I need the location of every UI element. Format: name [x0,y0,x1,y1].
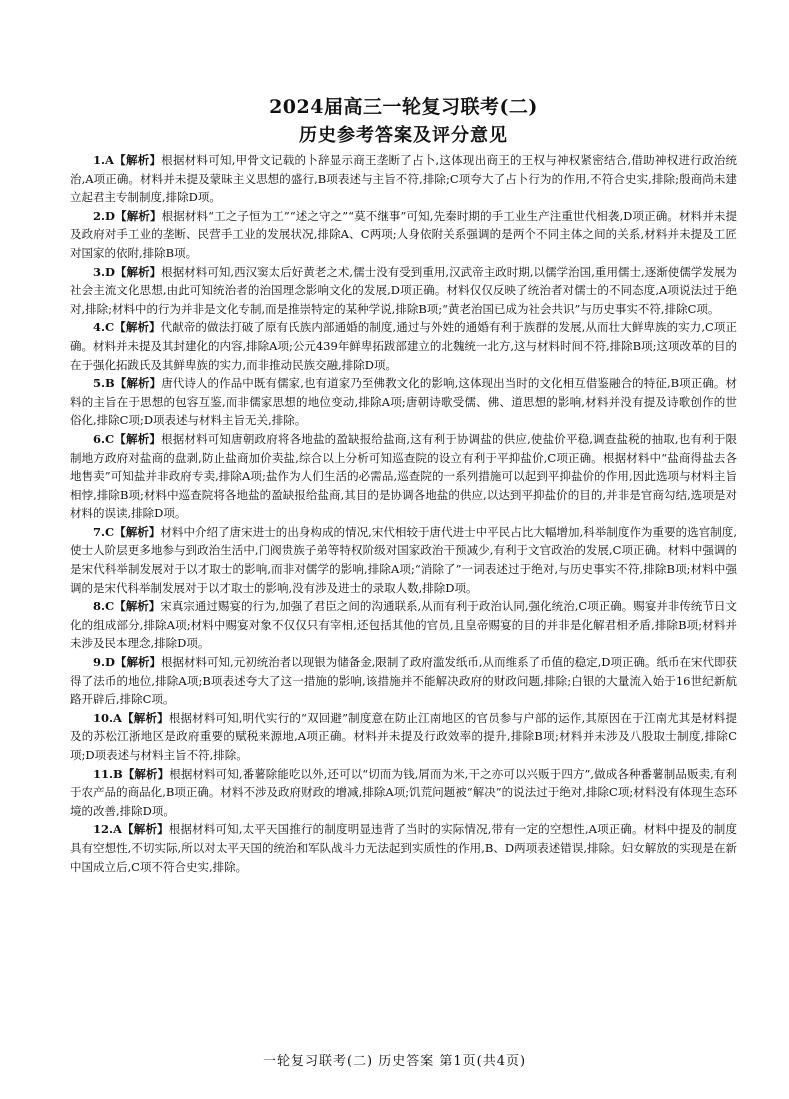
page-footer: 一轮复习联考(二) 历史答案 第1页(共4页) [262,1054,527,1069]
item-explanation: 根据材料可知唐朝政府将各地盐的盈缺报给盐商,这有利于协调盐的供应,使盐价平稳,调查盐税的抽取,也有利于限制地方政府对盐商的盘剥,防止盐商加价卖盐,综合以上分析可知巡查院的设立有利于平抑盐价,C项正确。根据材料中“盐商得盐去各地售卖”可知盐并非政府专卖,排除A项;盐作为人们生活的必需品,巡查院的一系列措施可以起到平抑盐价的作用,因此选项与材料主旨相悖,排除B项;材料中巡查院将各地盐的盈缺报给盐商,其目的是协调各地盐的供应,以达到平抑盐价的目的,并非是官商勾结,选项是对材料的误读,排除D项。 [70,431,738,521]
item-explanation: 根据材料可知,西汉窦太后好黄老之术,儒士没有受到重用,汉武帝主政时期,以儒学治国,重用儒士,逐渐使儒学发展为社会主流文化思想,由此可知统治者的治国理念影响文化的发展,D项正确。材料仅仅反映了统治者对儒士的不同态度,A项说法过于绝对,排除;材料中的行为并非是文化专制,而是推崇特定的某种学说,排除B项;“黄老治国已成为社会共识”与历史事实不符,排除C项。 [70,264,737,316]
item-number: 1. [93,153,106,167]
item-explanation: 代献帝的做法打破了原有氏族内部通婚的制度,通过与外姓的通婚有利于族群的发展,从而壮大鲜卑族的实力,C项正确。材料并未提及其封建化的内容,排除A项;公元439年鲜卑拓跋部建立的北魏统一北方,这与材料时间不符,排除B项;这项改革的目的在于强化拓跋氏及其鲜卑族的实力,而非推动民族交融,排除D项。 [70,320,738,372]
answer-item [70,765,737,821]
item-answer: D【解析】 [105,264,162,279]
item-number: 2. [93,208,106,223]
item-number: 4. [93,320,106,335]
item-explanation: 根据材料可知,明代实行的“双回避”制度意在防止江南地区的官员参与户部的运作,其原因在于江南尤其是材料提及的苏松江浙地区是政府重要的赋税来源地,A项正确。材料并未提及行政效率的提升,排除B项;材料并未涉及八股取士制度,排除C项;D项表述与材料主旨不符,排除。 [70,710,737,762]
item-number: 10. [93,710,114,725]
item-number: 5. [93,376,106,391]
item-answer: B【解析】 [113,766,170,781]
item-answer: A【解析】 [105,153,162,167]
answer-item [70,430,737,523]
answer-item [70,151,737,207]
answer-item [70,653,737,709]
item-number: 7. [93,524,106,539]
answer-item [70,820,737,876]
exam-title: 2024届高三一轮复习联考(二) [269,96,538,118]
answer-item [70,263,737,319]
item-answer: B【解析】 [105,376,162,391]
item-answer: A【解析】 [113,710,169,725]
item-answer: D【解析】 [105,655,162,670]
item-explanation: 根据材料可知,番薯除能吃以外,还可以“切而为钱,屑而为米,干之亦可以兴贩于四方”,做成各种番薯制品贩卖,有利于农产品的商品化,B项正确。材料不涉及政府财政的增减,排除A项;饥荒问题被“解决”的说法过于绝对,排除C项;材料没有体现生态环境的改善,排除D项。 [70,766,737,818]
answer-item [70,597,737,653]
item-number: 11. [93,766,114,781]
item-explanation: 根据材料可知,元初统治者以现银为储备金,限制了政府滥发纸币,从而维系了币值的稳定,D项正确。纸币在宋代即获得了法币的地位,排除A项;B项表述夸大了这一措施的影响,该措施并不能解决政府的财政问题,排除;白银的大量流入始于16世纪新航路开辟后,排除C项。 [70,655,737,707]
answer-item [70,318,737,374]
item-explanation: 根据材料可知,太平天国推行的制度明显违背了当时的实际情况,带有一定的空想性,A项正确。材料中提及的制度具有空想性,不切实际,所以对太平天国的统治和军队战斗力无法起到实质性的作用,B、D两项表述错误,排除。妇女解放的实现是在新中国成立后,C项不符合史实,排除。 [70,822,737,874]
item-explanation: 根据材料可知,甲骨文记载的卜辞显示商王垄断了占卜,这体现出商王的王权与神权紧密结合,借助神权进行政治统治,A项正确。材料并未提及蒙昧主义思想的盛行,B项表述与主旨不符,排除;C项夸大了占卜行为的作用,不符合史实,排除;殷商尚未建立起君主专制制度,排除D项。 [70,153,737,205]
item-answer: C【解析】 [105,599,161,614]
item-explanation: 根据材料“工之子恒为工”“述之守之”“莫不继事”可知,先秦时期的手工业生产注重世代相袭,D项正确。材料并未提及政府对手工业的垄断、民营手工业的发展状况,排除A、C两项;人身依附关系强调的是两个不同主体之间的关系,材料并未提及工匠对国家的依附,排除B项。 [70,208,737,260]
answer-list [70,151,737,876]
item-number: 9. [93,655,106,670]
item-number: 6. [93,431,106,446]
answer-item [70,207,737,263]
answer-item [70,709,737,765]
item-explanation: 唐代诗人的作品中既有儒家,也有道家乃至佛教文化的影响,这体现出当时的文化相互借鉴融合的特征,B项正确。材料的主旨在于思想的包容互鉴,而非儒家思想的地位变动,排除A项;唐朝诗歌受儒、佛、道思想的影响,材料并没有提及诗歌创作的世俗化,排除C项;D项表述与材料主旨无关,排除。 [70,376,737,428]
answer-item [70,374,737,430]
item-answer: C【解析】 [105,524,161,539]
item-number: 12. [93,822,114,837]
item-explanation: 宋真宗通过赐宴的行为,加强了君臣之间的沟通联系,从而有利于政治认同,强化统治,C项正确。赐宴并非传统节日文化的组成部分,排除A项;材料中赐宴对象不仅仅只有宰相,还包括其他的官员,且皇帝赐宴的目的并非是化解君相矛盾,排除B项;材料并未涉及民本理念,排除D项。 [70,599,737,651]
item-answer: C【解析】 [105,431,162,446]
item-answer: A【解析】 [113,822,169,837]
answer-item [70,523,737,597]
item-answer: D【解析】 [105,208,162,223]
item-number: 8. [93,599,106,614]
item-answer: C【解析】 [105,320,161,335]
item-explanation: 材料中介绍了唐宋进士的出身构成的情况,宋代相较于唐代进士中平民占比大幅增加,科举制度作为重要的选官制度,使士人阶层更多地参与到政治生活中,门阀贵族子弟等特权阶级对国家政治干预减少,有利于文官政治的发展,C项正确。材料中强调的是宋代科举制发展对于以才取士的影响,而非对儒学的影响,排除A项;“消除了”一词表述过于绝对,与历史事实不符,排除B项;材料中强调的是宋代科举制发展对于以才取士的影响,没有涉及进士的录取人数,排除D项。 [70,524,737,595]
item-number: 3. [93,264,106,279]
exam-subtitle: 历史参考答案及评分意见 [299,125,508,146]
